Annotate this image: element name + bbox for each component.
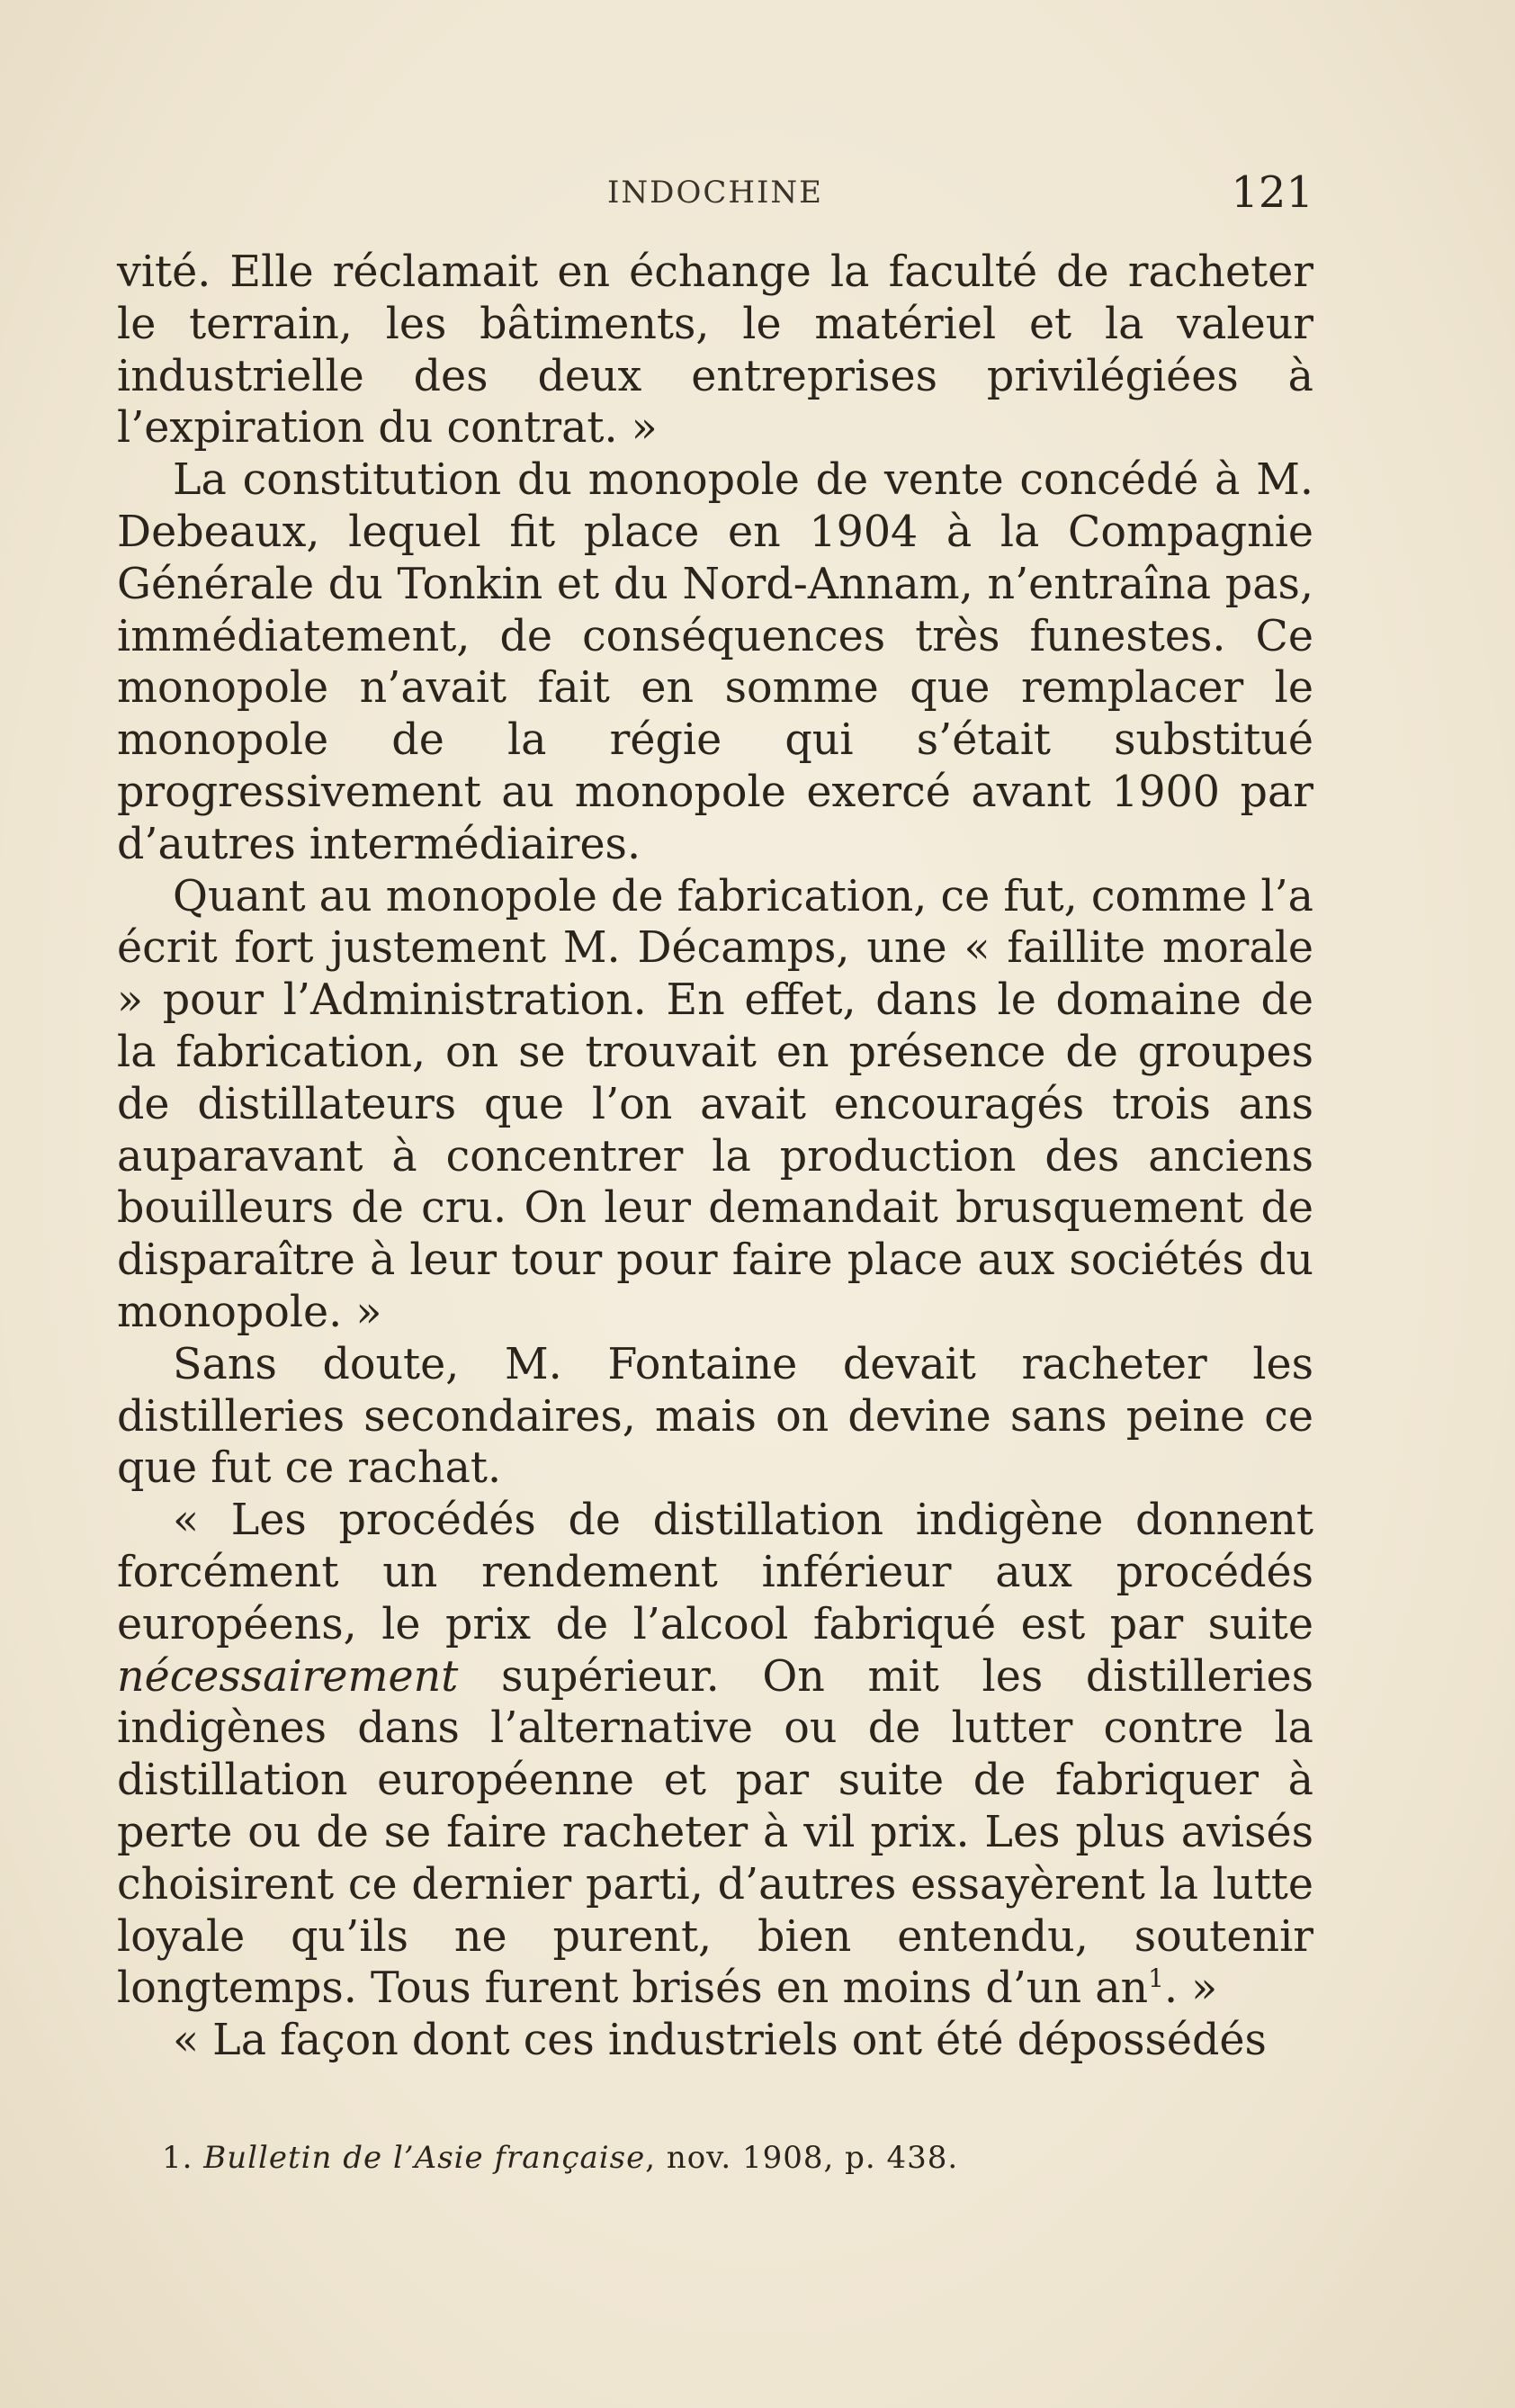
paragraph-3: Quant au monopole de fabrication, ce fut, comme l’a écrit fort justement M. Décamps, une « faillite morale » pour l’Administration. En effet, dans le domaine de la fabrication, on se trouvait en présence de groupes de distillateurs que l’on avait encouragés trois ans auparavant à concentrer la production des anciens bouilleurs de cru. On leur demandait brusquement de disparaître à leur tour pour faire place aux sociétés du monopole. »: [117, 871, 1313, 1337]
paragraph-4: Sans doute, M. Fontaine devait racheter les distilleries secondaires, mais on devine sans peine ce que fut ce rachat.: [117, 1339, 1313, 1494]
paragraph-5-part-b: supérieur. On mit les distilleries indigènes dans l’alternative ou de lutter contre la distillation européenne et par suite de fabriquer à perte ou de se faire racheter à vil prix. Les plus avisés choisirent ce dernier parti, d’autres essayèrent la lutte loyale qu’ils ne purent, bien entendu, soutenir longtemps. Tous furent brisés en moins d’un an: [117, 1651, 1313, 2014]
paragraph-5-part-a: « Les procédés de distillation indigène donnent forcément un rendement inférieur aux procédés européens, le prix de l’alcool fabriqué est par suite: [117, 1496, 1313, 1649]
paragraph-2: La constitution du monopole de vente concédé à M. Debeaux, lequel fit place en 1904 à la Compagnie Générale du Tonkin et du Nord-Annam, n’entraîna pas, immédiatement, de conséquences très funestes. Ce monopole n’avait fait en somme que remplacer le monopole de la régie qui s’était substitué progressivement au monopole exercé avant 1900 par d’autres intermédiaires.: [117, 455, 1313, 869]
page-header: [117, 167, 1313, 221]
paragraph-5-end: . »: [1163, 1963, 1218, 2014]
body-text: [117, 247, 1313, 2067]
footnote-title: Bulletin de l’Asie française: [203, 2140, 646, 2176]
footnote-number: 1.: [162, 2140, 193, 2176]
page-number: 121: [1231, 167, 1313, 218]
footnote-rest: , nov. 1908, p. 438.: [645, 2140, 959, 2176]
footnote: [162, 2140, 1313, 2176]
paragraph-6: « La façon dont ces industriels ont été dépossédés: [173, 2016, 1267, 2066]
paragraph-1: vité. Elle réclamait en échange la faculté de racheter le terrain, les bâtiments, le matériel et la valeur industrielle des deux entreprises privilégiées à l’expiration du contrat. »: [117, 247, 1313, 454]
footnote-reference: 1: [1148, 1963, 1164, 1994]
paragraph-5: [117, 1495, 1313, 2015]
paragraph-5-emphasis: nécessairement: [117, 1651, 459, 1702]
running-title: INDOCHINE: [607, 175, 823, 211]
